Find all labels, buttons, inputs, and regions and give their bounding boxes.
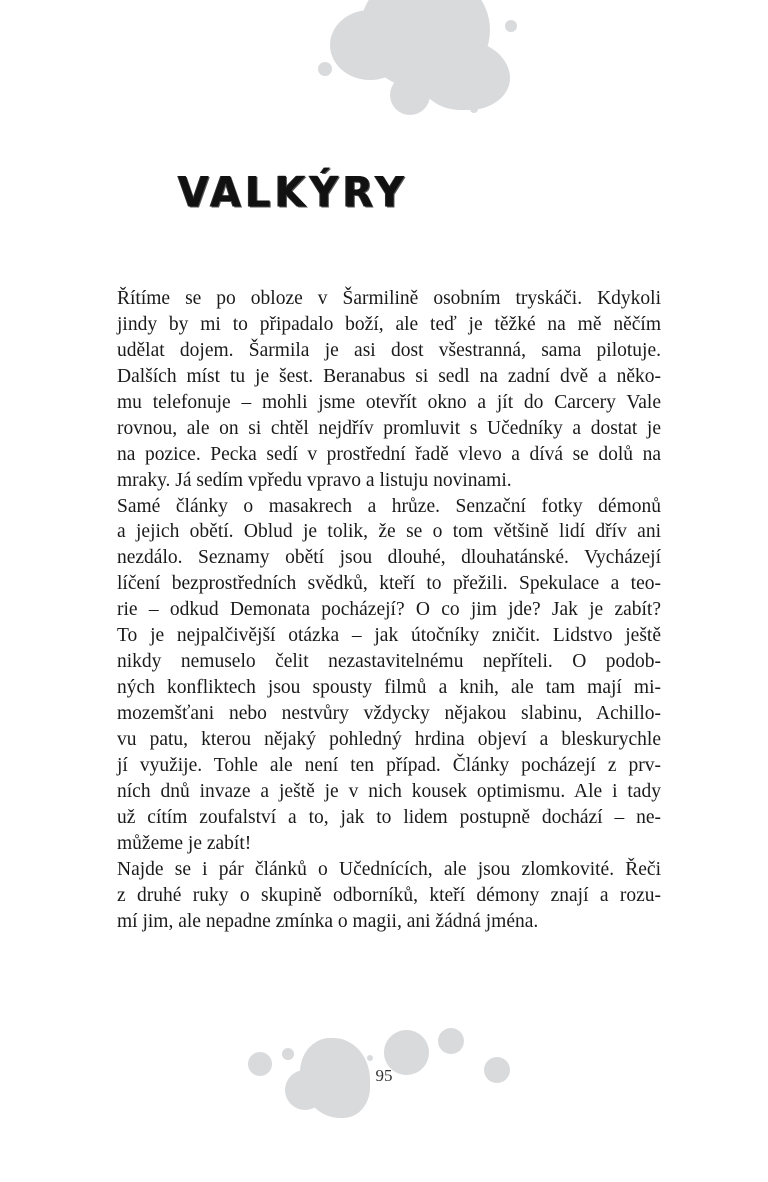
- text-line: rovnou, ale on si chtěl nejdřív promluvit s Učedníky a dostat je: [117, 417, 661, 439]
- text-line: nezdálo. Seznamy obětí jsou dlouhé, dlouhatánské. Vycházejí: [117, 547, 661, 569]
- text-line: můžeme je zabít!: [117, 832, 252, 854]
- text-line: Dalších míst tu je šest. Beranabus si sedl na zadní dvě a něko-: [117, 365, 661, 387]
- text-line: mu telefonuje – mohli jsme otevřít okno a jít do Carcery Vale: [117, 391, 661, 413]
- text-line: mraky. Já sedím vpředu vpravo a listuju novinami.: [117, 469, 512, 491]
- text-line: vu patu, kterou nějaký pohledný hrdina objeví a bleskurychle: [117, 728, 661, 750]
- text-line: rie – odkud Demonata pocházejí? O co jim jde? Jak je zabít?: [117, 599, 661, 621]
- text-line: jí využije. Tohle ale není ten případ. Články pocházejí z prv-: [117, 754, 661, 776]
- text-line: mí jim, ale nepadne zmínka o magii, ani žádná jména.: [117, 910, 539, 932]
- text-line: udělat dojem. Šarmila je asi dost všestranná, sama pilotuje.: [117, 339, 661, 361]
- text-line: jindy by mi to připadalo boží, ale teď je těžké na mě něčím: [117, 313, 661, 335]
- text-line: na pozice. Pecka sedí v prostřední řadě vlevo a dívá se dolů na: [117, 443, 661, 465]
- text-line: ních dnů invaze a ještě je v nich kousek optimismu. Ale i tady: [117, 780, 661, 802]
- text-line: už cítím zoufalství a to, jak to lidem postupně dochází – ne-: [117, 806, 661, 828]
- text-line: Samé články o masakrech a hrůze. Senzační fotky démonů: [117, 495, 661, 517]
- page-number: 95: [375, 1066, 393, 1085]
- text-line: nikdy nemuselo čelit nezastavitelnému nepříteli. O podob-: [117, 651, 661, 673]
- text-line: líčení bezprostředních svědků, kteří to přežili. Spekulace a teo-: [117, 573, 661, 595]
- text-line: Řítíme se po obloze v Šarmilině osobním tryskáči. Kdykoli: [117, 288, 661, 309]
- text-line: a jejich obětí. Oblud je tolik, že se o tom většině lidí dřív ani: [117, 521, 661, 543]
- text-line: z druhé ruky o skupině odborníků, kteří démony znají a rozu-: [117, 884, 661, 906]
- text-line: Najde se i pár článků o Učednících, ale jsou zlomkovité. Řeči: [117, 858, 661, 880]
- chapter-title: VALKÝRY: [178, 168, 409, 218]
- text-line: To je nejpalčivější otázka – jak útočníky zničit. Lidstvo ještě: [117, 625, 661, 647]
- text-line: ných konfliktech jsou spousty filmů a knih, ale tam mají mi-: [117, 677, 661, 699]
- text-line: mozemšťani nebo nestvůry vždycky nějakou slabinu, Achillo-: [117, 703, 661, 724]
- body-text: [117, 286, 661, 934]
